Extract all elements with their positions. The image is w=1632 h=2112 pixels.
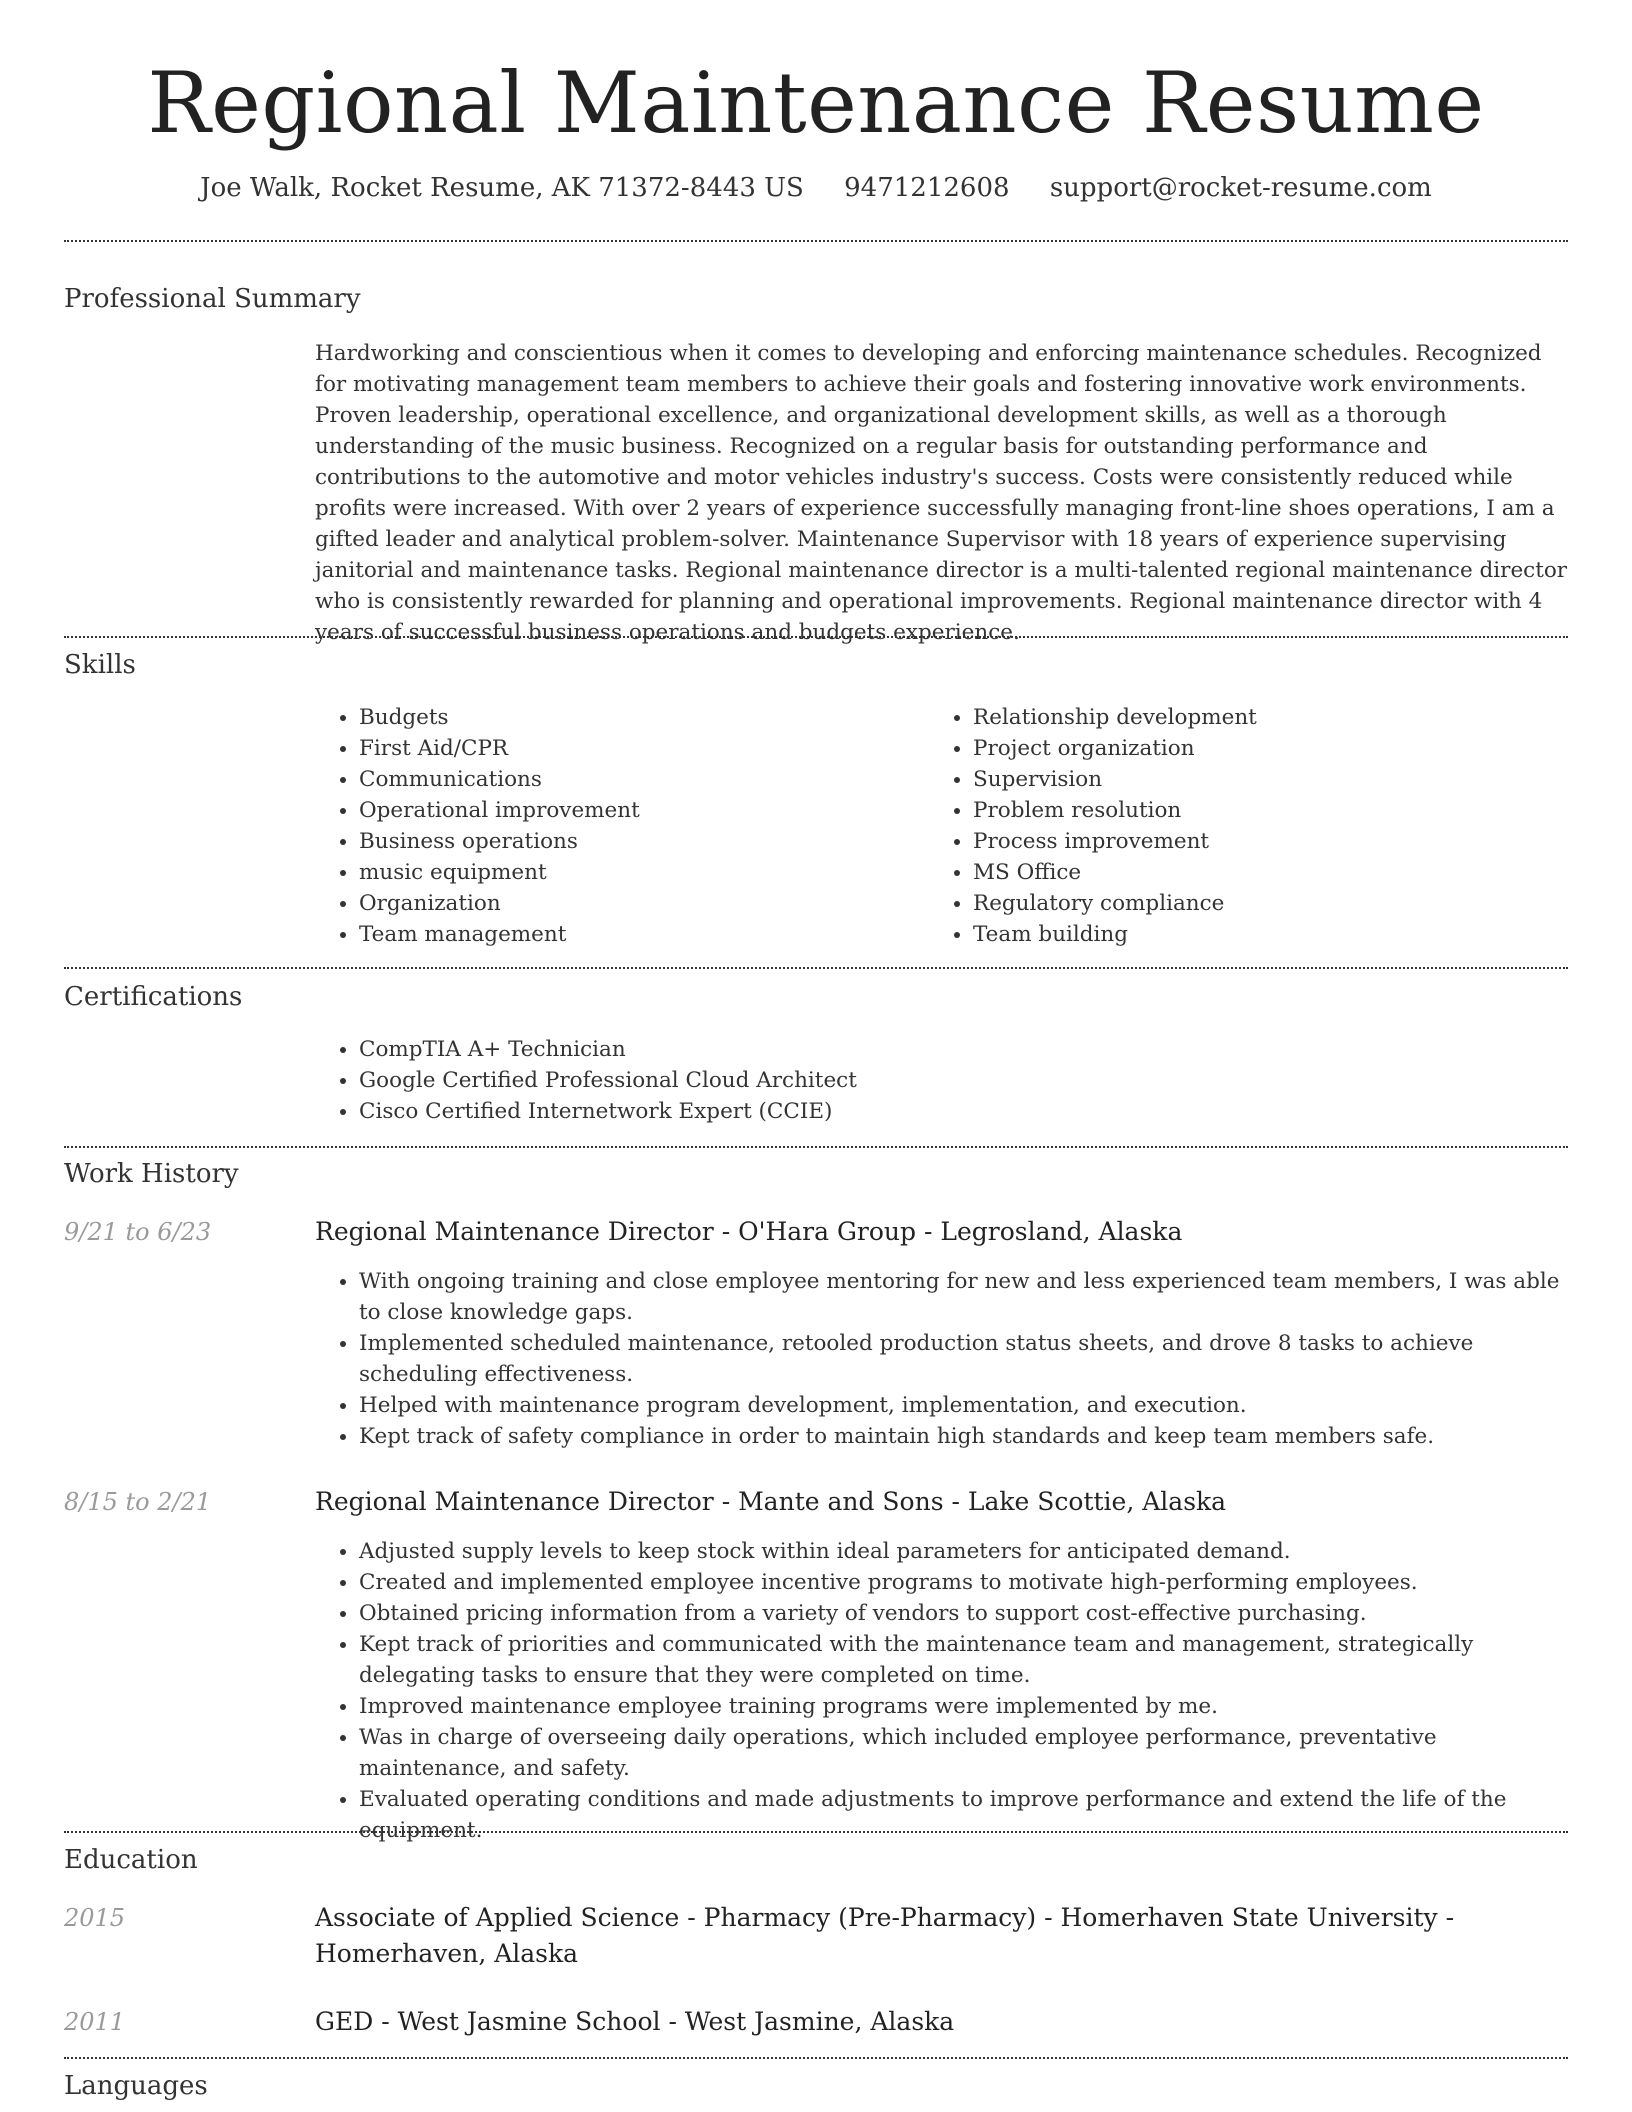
job-dates: 9/21 to 6/23 [64,1218,212,1246]
job-bullet: • Kept track of safety compliance in order to maintain high standards and keep team members safe. [359,1421,1570,1452]
job-bullets [315,1536,1570,1846]
contact-phone: 9471212608 [844,173,1010,203]
certification-item: • CompTIA A+ Technician [359,1034,1559,1065]
skill-item: • Communications [359,764,919,795]
skill-item: • Problem resolution [973,795,1573,826]
work-history-heading: Work History [64,1159,239,1189]
certification-item: • Google Certified Professional Cloud Architect [359,1065,1559,1096]
skill-item: • Team management [359,919,919,950]
job-bullet: • With ongoing training and close employee mentoring for new and less experienced team members, I was able to close knowledge gaps. [359,1266,1570,1328]
education-year: 2015 [64,1904,126,1932]
summary-heading: Professional Summary [64,284,361,314]
skill-item: • Regulatory compliance [973,888,1573,919]
certifications-list [315,1034,1559,1127]
section-divider [64,240,1568,242]
section-divider [64,1831,1568,1833]
job-title: Regional Maintenance Director - Mante and Sons - Lake Scottie, Alaska [315,1487,1227,1516]
skills-heading: Skills [64,650,136,680]
section-divider [64,636,1568,638]
job-dates: 8/15 to 2/21 [64,1488,212,1516]
certifications-heading: Certifications [64,982,243,1012]
job-bullet: • Adjusted supply levels to keep stock within ideal parameters for anticipated demand. [359,1536,1570,1567]
certification-item: • Cisco Certified Internetwork Expert (CCIE) [359,1096,1559,1127]
skill-item: • Project organization [973,733,1573,764]
skills-list-left [315,702,919,950]
job-bullets [315,1266,1570,1452]
skill-item: • Budgets [359,702,919,733]
education-degree: Associate of Applied Science - Pharmacy (Pre-Pharmacy) - Homerhaven State University - Homerhaven, Alaska [315,1903,1455,1968]
section-divider [64,1146,1568,1148]
job-title: Regional Maintenance Director - O'Hara Group - Legrosland, Alaska [315,1217,1183,1246]
skill-item: • Process improvement [973,826,1573,857]
skill-item: • Operational improvement [359,795,919,826]
skill-item: • Team building [973,919,1573,950]
page-title: Regional Maintenance Resume [147,54,1485,152]
skill-item: • First Aid/CPR [359,733,919,764]
job-bullet: • Helped with maintenance program development, implementation, and execution. [359,1390,1570,1421]
job-bullet: • Improved maintenance employee training programs were implemented by me. [359,1691,1570,1722]
skill-item: • Organization [359,888,919,919]
section-divider [64,2057,1568,2059]
skill-item: • Business operations [359,826,919,857]
skill-item: • music equipment [359,857,919,888]
job-bullet: • Was in charge of overseeing daily operations, which included employee performance, preventative maintenance, and safety. [359,1722,1570,1784]
job-bullet: • Implemented scheduled maintenance, retooled production status sheets, and drove 8 tasks to achieve scheduling effectiveness. [359,1328,1570,1390]
contact-line [0,168,1632,208]
skill-item: • Relationship development [973,702,1573,733]
contact-email: support@rocket-resume.com [1049,173,1432,203]
job-bullet: • Created and implemented employee incentive programs to motivate high-performing employees. [359,1567,1570,1598]
education-year: 2011 [64,2008,126,2036]
summary-text: Hardworking and conscientious when it comes to developing and enforcing maintenance schedules. Recognized for motivating management team members to achieve their goals and fostering innovative work environments. Proven leadership, operational excellence, and organizational development skills, as well as a thorough understanding of the music business. Recognized on a regular basis for outstanding performance and contributions to the automotive and motor vehicles industry's success. Costs were consistently reduced while profits were increased. With over 2 years of experience successfully managing front-line shoes operations, I am a gifted leader and analytical problem-solver. Maintenance Supervisor with 18 years of experience supervising janitorial and maintenance tasks. Regional maintenance director is a multi-talented regional maintenance director who is consistently rewarded for planning and operational improvements. Regional maintenance director with 4 years of successful business operations and budgets experience. [315,341,1568,645]
contact-address: Joe Walk, Rocket Resume, AK 71372-8443 US [200,173,804,203]
education-degree: GED - West Jasmine School - West Jasmine, Alaska [315,2007,955,2036]
languages-heading: Languages [64,2071,208,2101]
job-bullet: • Evaluated operating conditions and made adjustments to improve performance and extend the life of the equipment. [359,1784,1570,1846]
skills-list-right [929,702,1573,950]
skill-item: • Supervision [973,764,1573,795]
section-divider [64,967,1568,969]
skill-item: • MS Office [973,857,1573,888]
education-heading: Education [64,1845,198,1875]
job-bullet: • Kept track of priorities and communicated with the maintenance team and management, strategically delegating tasks to ensure that they were completed on time. [359,1629,1570,1691]
job-bullet: • Obtained pricing information from a variety of vendors to support cost-effective purchasing. [359,1598,1570,1629]
